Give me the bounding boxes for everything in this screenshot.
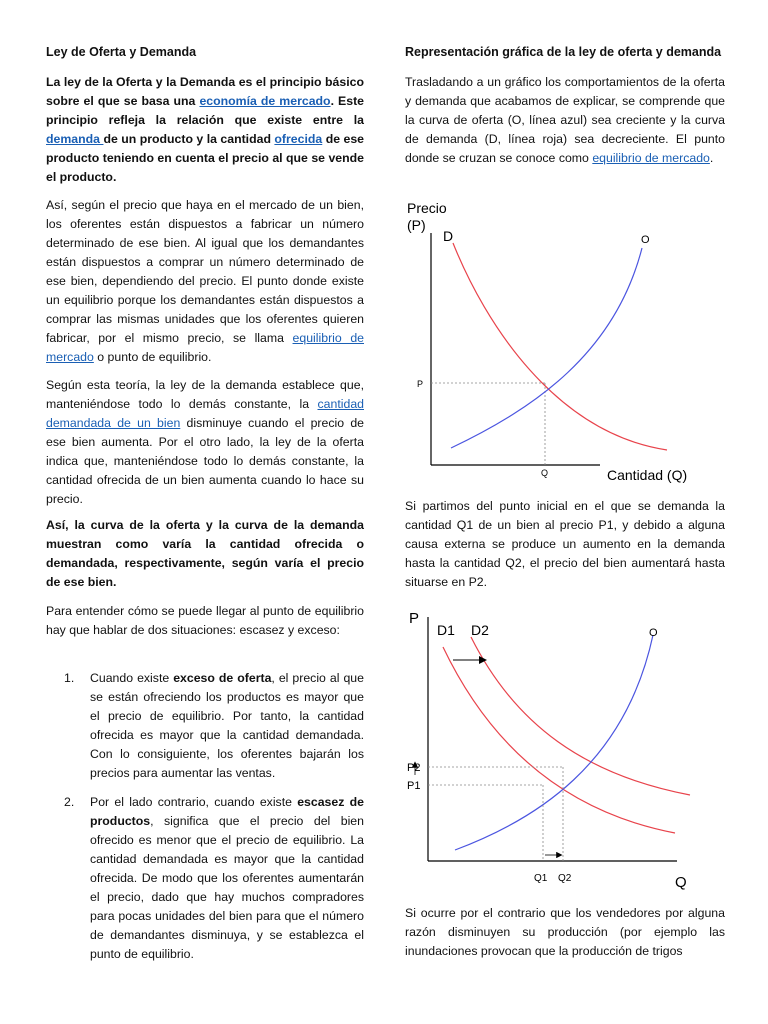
- link-cantidad-demandada[interactable]: cantidad demandada de un bien: [46, 397, 364, 430]
- p2-tick: P2: [407, 762, 421, 774]
- equilibrium-price-tick: P: [417, 379, 424, 389]
- x-axis-label: Cantidad (Q): [607, 467, 688, 483]
- list-item-escasez: 2. Por el lado contrario, cuando existe escasez de productos, significa que el precio del bien ofrecido es menor que el precio de equilibrio. La cantidad demandada es mayor que la cantidad ofrecida. De modo que los oferentes aumentarán el precio, dado que hay muchos compradores para pocas unidades del bien para que el número de demandantes disminuya, y se establezca el punto de equilibrio.: [64, 795, 364, 961]
- q2-tick: Q2: [558, 873, 572, 884]
- paragraph-trasladando: Trasladando a un gráfico los comportamientos de la oferta y demanda que acabamos de explicar, se comprende que la curva de oferta (O, línea azul) sea creciente y la curva de demanda (D, línea roja) sea decreciente. El punto donde se cruzan se conoce como equilibrio de mercado.: [405, 75, 725, 165]
- paragraph-curvas: Así, la curva de la oferta y la curva de la demanda muestran como varía la cantidad ofrecida o demandada, respectivamente, según varía el precio de ese bien.: [46, 518, 364, 589]
- list-item-exceso: 1. Cuando existe exceso de oferta, el precio al que se están ofreciendo los productos es mayor que el precio de equilibrio. Por tanto, la cantidad ofrecida es mayor que la cantidad demandada. Con lo consiguiente, los oferentes bajarán los precios para aumentar las ventas.: [64, 671, 364, 780]
- y-axis-label: P: [409, 610, 420, 627]
- section-heading-ley: Ley de Oferta y Demanda: [46, 45, 197, 59]
- demand-curve: [453, 243, 667, 450]
- link-equilibrio-de-mercado[interactable]: equilibrio de mercado: [46, 331, 364, 364]
- y-axis-label-unit: (P): [407, 217, 426, 233]
- list-number: 2.: [64, 795, 75, 809]
- demand-shift-chart: [395, 605, 705, 895]
- paragraph-segun-teoria: Según esta teoría, la ley de la demanda establece que, manteniéndose todo lo demás constante, la cantidad demandada de un bien disminuye cuando el precio de ese bien aumenta. Por el otro lado, la ley de la oferta indica que, manteniéndose todo lo demás constante, la cantidad ofrecida de un bien aumenta cuando lo hace su precio.: [46, 378, 364, 506]
- link-demanda[interactable]: demanda: [46, 132, 104, 146]
- paragraph-asi-segun: Así, según el precio que haya en el mercado de un bien, los oferentes están dispuestos a fabricar un número determinado de ese bien. Al igual que los demandantes están dispuestos a comprar un número determinado de ese bien, dependiendo del precio. El punto donde existe un equilibrio porque los demandantes están dispuestos a comprar las mismas unidades que los oferentes quieren fabricar, por el mismo precio, se llama equilibrio de mercado o punto de equilibrio.: [46, 198, 364, 364]
- p1-tick: P1: [407, 780, 421, 792]
- paragraph-si-ocurre: Si ocurre por el contrario que los vendedores por alguna razón disminuyen su producción (por ejemplo las inundaciones provocan que la producción de trigos: [405, 906, 725, 958]
- y-axis-label: Precio: [407, 200, 447, 216]
- demand-label: D: [443, 228, 454, 244]
- list-number: 1.: [64, 671, 75, 685]
- paragraph-intro: La ley de la Oferta y la Demanda es el principio básico sobre el que se basa una economía de mercado. Este principio refleja la relación que existe entre la demanda de un producto y la cantidad ofrecida de ese producto teniendo en cuenta el precio al que se vende el producto.: [46, 75, 365, 184]
- link-economia-de-mercado[interactable]: economía de mercado: [199, 94, 331, 108]
- supply-curve: [455, 635, 653, 850]
- section-heading-representacion: Representación gráfica de la ley de oferta y demanda: [405, 45, 722, 59]
- x-axis-label: Q: [675, 874, 687, 891]
- link-equilibrio-de-mercado-2[interactable]: equilibrio de mercado: [592, 151, 710, 165]
- demand-label-d1: D1: [437, 622, 455, 638]
- supply-label: O: [641, 234, 650, 246]
- supply-curve: [451, 248, 642, 448]
- q1-tick: Q1: [534, 873, 548, 884]
- link-ofrecida[interactable]: ofrecida: [274, 132, 323, 146]
- paragraph-si-partimos: Si partimos del punto inicial en el que se demanda la cantidad Q1 de un bien al precio P1, y debido a alguna causa externa se produce un aumento en la demanda hasta la cantidad Q2, el precio del bien aumentará hasta situarse en P2.: [405, 499, 725, 589]
- equilibrium-quantity-tick: Q: [541, 468, 549, 478]
- demand-label-d2: D2: [471, 622, 489, 638]
- demand-curve-d2: [471, 637, 690, 795]
- supply-demand-chart: [395, 193, 705, 488]
- demand-curve-d1: [443, 647, 675, 833]
- paragraph-para-entender: Para entender cómo se puede llegar al punto de equilibrio hay que hablar de dos situaciones: escasez y exceso:: [46, 604, 364, 637]
- supply-label: O: [649, 627, 658, 639]
